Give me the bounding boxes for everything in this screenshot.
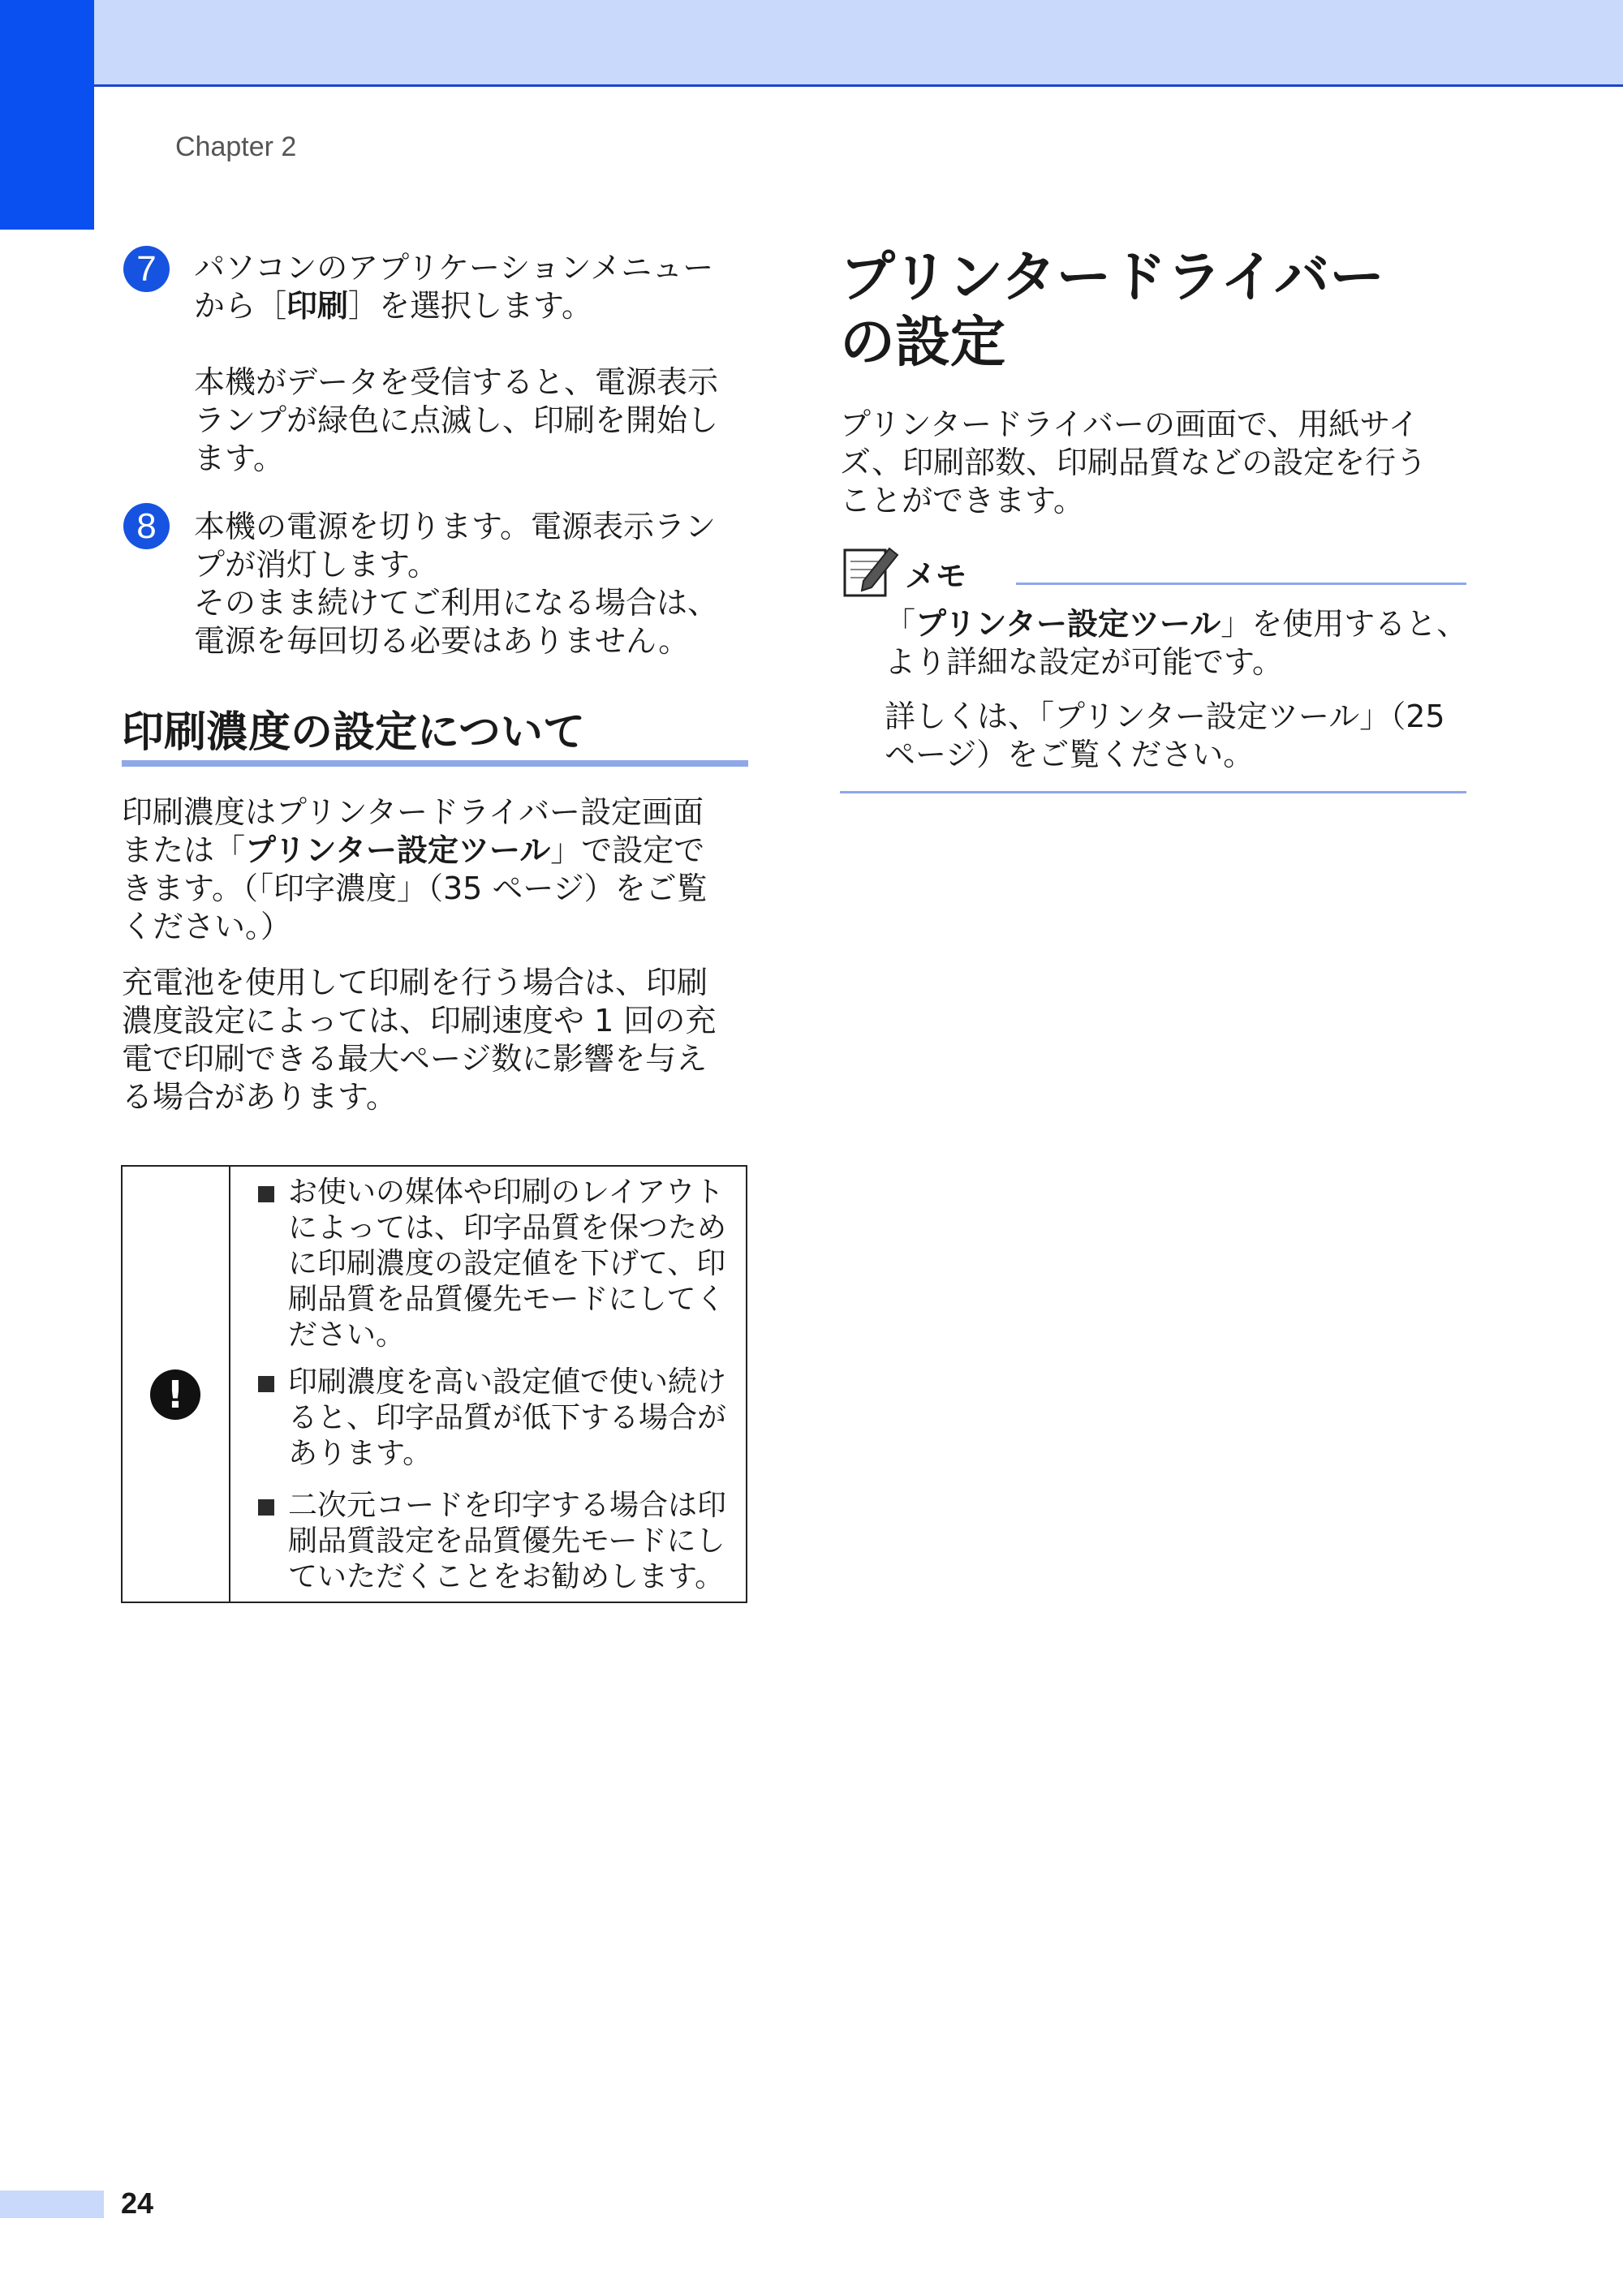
- step-7-line-2: から［印刷］を選択します。: [194, 288, 592, 324]
- chapter-tab: [0, 0, 94, 230]
- memo-rule-bottom: [840, 791, 1466, 793]
- step-8-text: [194, 508, 746, 660]
- step-7-text: [194, 249, 746, 325]
- bullet-square-icon: [258, 1499, 274, 1516]
- header-band: [0, 0, 1623, 84]
- paragraph-line: ください。）: [122, 909, 292, 944]
- print-density-paragraph-2: [122, 964, 748, 1116]
- chapter-label: Chapter 2: [175, 131, 297, 162]
- paragraph-line: 電で印刷できる最大ページ数に影響を与え: [122, 1041, 708, 1077]
- caution-item: 二次元コードを印字する場合は印 刷品質設定を品質優先モードにし ていただくことをお勧めします。: [288, 1489, 727, 1593]
- caution-item: 印刷濃度を高い設定値で使い続け ると、印字品質が低下する場合が あります。: [288, 1365, 727, 1470]
- paragraph-line: ことができます。: [840, 483, 1084, 518]
- step-8-line: 電源を毎回切る必要はありません。: [194, 623, 690, 659]
- memo-paragraph-2: 詳しくは、「プリンター設定ツール」（25 ページ）をご覧ください。: [885, 699, 1445, 772]
- memo-pencil-icon: [842, 544, 901, 599]
- step-number-8: 8: [123, 503, 170, 549]
- step-8-line: そのまま続けてご利用になる場合は、: [194, 585, 719, 621]
- step-8-line: 本機の電源を切ります。電源表示ラン: [194, 509, 716, 544]
- section-heading-print-density: 印刷濃度の設定について: [122, 708, 585, 757]
- printer-driver-intro: [840, 406, 1457, 520]
- step-7-detail-line: 本機がデータを受信すると、電源表示: [194, 364, 719, 400]
- printer-setting-tool-term: プリンター設定ツール: [915, 606, 1221, 642]
- step-7-detail-line: ランプが緑色に点滅し、印刷を開始し: [194, 402, 719, 438]
- paragraph-line: または「プリンター設定ツール」で設定で: [122, 832, 705, 868]
- memo-rule-top: [1016, 583, 1466, 585]
- bullet-square-icon: [258, 1376, 274, 1392]
- exclamation-icon: !: [150, 1369, 200, 1420]
- caution-box: [121, 1165, 747, 1603]
- memo-paragraph-1: 「プリンター設定ツール」を使用すると、 より詳細な設定が可能です。: [885, 606, 1468, 680]
- step-8-line: プが消灯します。: [194, 547, 438, 583]
- bullet-square-icon: [258, 1186, 274, 1202]
- paragraph-line: ズ、印刷部数、印刷品質などの設定を行う: [840, 445, 1427, 480]
- step-7-detail: [194, 363, 746, 478]
- paragraph-line: 充電池を使用して印刷を行う場合は、印刷: [122, 965, 708, 1000]
- paragraph-line: きます。（「印字濃度」（35 ページ）をご覧: [122, 871, 708, 906]
- header-rule: [94, 84, 1623, 87]
- paragraph-line: 印刷濃度はプリンタードライバー設定画面: [122, 794, 704, 830]
- paragraph-line: 濃度設定によっては、印刷速度や 1 回の充: [122, 1003, 717, 1038]
- memo-label: メモ: [905, 558, 967, 594]
- section-heading-rule: [122, 760, 748, 767]
- paragraph-line: る場合があります。: [122, 1079, 397, 1115]
- step-number-7: 7: [123, 246, 170, 292]
- paragraph-line: プリンタードライバーの画面で、用紙サイ: [840, 406, 1419, 442]
- caution-divider: [229, 1167, 230, 1602]
- page-number: 24: [121, 2186, 154, 2220]
- section-heading-printer-driver: プリンタードライバー の設定: [840, 246, 1385, 375]
- printer-setting-tool-term: プリンター設定ツール: [245, 832, 551, 868]
- print-menu-item: 印刷: [286, 288, 349, 324]
- caution-item: お使いの媒体や印刷のレイアウト によっては、印字品質を保つため に印刷濃度の設定値を下げて、印 刷品質を品質優先モードにしてく ださい。: [288, 1176, 727, 1352]
- step-7-detail-line: ます。: [194, 441, 284, 476]
- print-density-paragraph-1: [122, 793, 748, 946]
- page-number-bar: [0, 2191, 104, 2218]
- step-7-line-1: パソコンのアプリケーションメニュー: [194, 250, 714, 286]
